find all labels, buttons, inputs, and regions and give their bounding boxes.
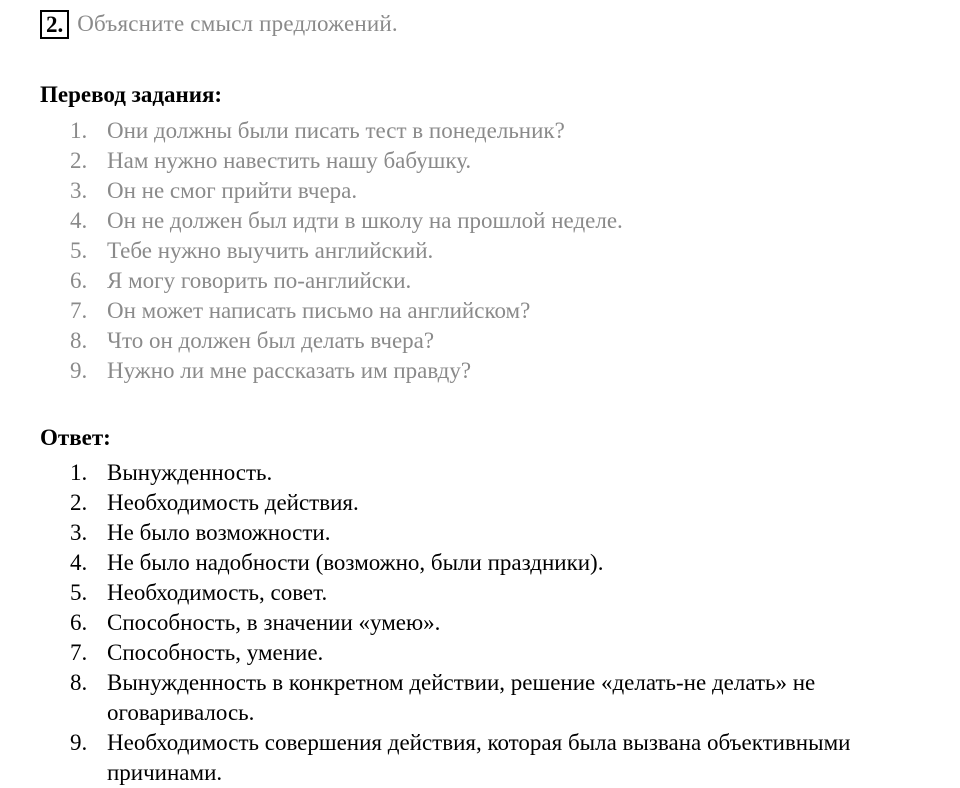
item-number: 4. <box>70 550 88 575</box>
item-number: 8. <box>70 670 88 695</box>
item-number: 6. <box>70 610 88 635</box>
item-text: Не было надобности (возможно, были праздники). <box>107 550 604 575</box>
item-text: Что он должен был делать вчера? <box>107 328 435 353</box>
list-item <box>70 356 897 386</box>
item-text: Он не смог прийти вчера. <box>107 178 358 203</box>
list-item <box>70 668 897 728</box>
item-text: Вынужденность. <box>107 460 273 485</box>
item-number: 8. <box>70 328 88 353</box>
item-number: 3. <box>70 520 88 545</box>
list-item <box>70 488 897 518</box>
list-item <box>70 266 897 296</box>
item-number: 9. <box>70 730 88 755</box>
item-number: 1. <box>70 460 88 485</box>
item-text: Вынужденность в конкретном действии, решение «делать-не делать» не оговаривалось. <box>107 670 816 725</box>
item-text: Я могу говорить по-английски. <box>107 268 412 293</box>
item-text: Способность, в значении «умею». <box>107 610 441 635</box>
task-header <box>40 8 398 40</box>
answer-heading: Ответ: <box>40 425 111 450</box>
list-item <box>70 146 897 176</box>
task-instruction: Объясните смысл предложений. <box>77 11 398 36</box>
item-number: 5. <box>70 580 88 605</box>
list-item <box>70 728 897 788</box>
list-item <box>70 236 897 266</box>
item-number: 3. <box>70 178 88 203</box>
list-item <box>70 116 897 146</box>
list-item <box>70 326 897 356</box>
item-number: 5. <box>70 238 88 263</box>
list-item <box>70 608 897 638</box>
item-text: Необходимость, совет. <box>107 580 328 605</box>
item-text: Необходимость действия. <box>107 490 359 515</box>
list-item <box>70 176 897 206</box>
item-text: Необходимость совершения действия, которая была вызвана объективными причинами. <box>107 730 851 785</box>
item-number: 4. <box>70 208 88 233</box>
list-item <box>70 458 897 488</box>
list-item <box>70 518 897 548</box>
list-item <box>70 638 897 668</box>
item-text: Они должны были писать тест в понедельник? <box>107 118 565 143</box>
translation-heading: Перевод задания: <box>40 82 223 107</box>
item-number: 7. <box>70 298 88 323</box>
item-text: Не было возможности. <box>107 520 331 545</box>
item-number: 2. <box>70 148 88 173</box>
item-text: Он может написать письмо на английском? <box>107 298 531 323</box>
item-number: 7. <box>70 640 88 665</box>
item-text: Он не должен был идти в школу на прошлой неделе. <box>107 208 623 233</box>
item-text: Нужно ли мне рассказать им правду? <box>107 358 472 383</box>
list-item <box>70 578 897 608</box>
translation-list <box>70 116 897 386</box>
item-text: Нам нужно навестить нашу бабушку. <box>107 148 472 173</box>
answer-list <box>70 458 897 788</box>
item-number: 1. <box>70 118 88 143</box>
list-item <box>70 206 897 236</box>
item-number: 6. <box>70 268 88 293</box>
item-text: Способность, умение. <box>107 640 324 665</box>
item-number: 2. <box>70 490 88 515</box>
list-item <box>70 296 897 326</box>
item-text: Тебе нужно выучить английский. <box>107 238 434 263</box>
list-item <box>70 548 897 578</box>
task-number-box: 2. <box>40 10 69 39</box>
item-number: 9. <box>70 358 88 383</box>
